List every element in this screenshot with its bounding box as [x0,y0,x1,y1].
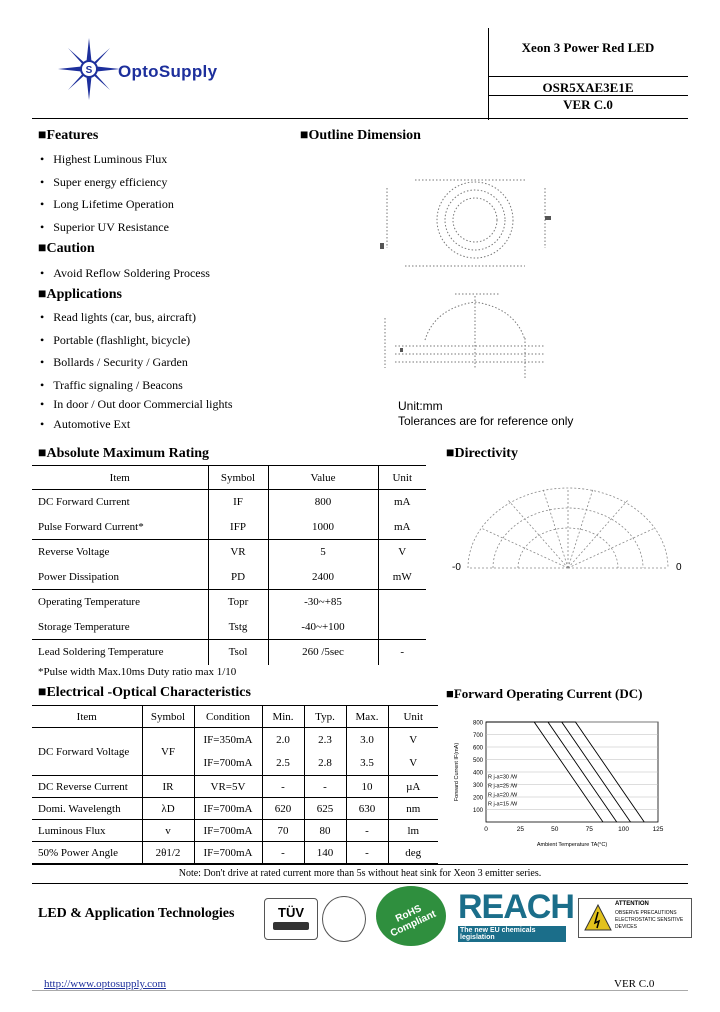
application-item: • Traffic signaling / Beacons [40,378,183,392]
row-item: Domi. Wavelength [32,798,142,820]
header [0,0,720,120]
row-typ: 2.8 [304,752,346,776]
row-value: 1000 [268,515,378,540]
row-item: Luminous Flux [32,820,142,842]
row-value: -40~+100 [268,615,378,640]
eo-title: ■Electrical -Optical Characteristics [38,685,251,700]
reach-subtitle: The new EU chemicals legislation [458,926,566,942]
directivity-left-label: -0 [452,562,461,573]
row-unit [378,590,426,615]
col-header: Condition [194,706,262,728]
feature-item: • Highest Luminous Flux [40,152,168,166]
row-min: 2.0 [262,728,304,752]
row-symbol: VF [142,728,194,776]
abs-max-note: *Pulse width Max.10ms Duty ratio max 1/10 [38,666,237,678]
row-unit: deg [405,846,422,859]
outline-unit: Unit:mm [398,399,443,413]
col-header: Min. [262,706,304,728]
certified-badge-icon [322,896,366,942]
feature-item: • Super energy efficiency [40,175,168,189]
row-item: DC Forward Voltage [32,728,142,776]
outline-drawing [375,168,575,388]
features-title: ■Features [38,128,99,143]
website-link[interactable]: http://www.optosupply.com [44,978,167,990]
x-tick-label: 100 [618,826,630,833]
col-header: Symbol [142,706,194,728]
row-symbol: IR [142,776,194,798]
row-max: - [346,842,388,864]
row-value: -30~+85 [268,590,378,615]
row-value: 5 [268,540,378,565]
row-unit: - [400,646,405,659]
y-tick-label: 600 [472,745,483,752]
rohs-badge [376,886,446,946]
row-max: - [346,820,388,842]
row-item: DC Reverse Current [32,776,142,798]
brand-name: OptoSupply [118,62,218,81]
row-max: 3.0 [346,728,388,752]
application-item: • Automotive Ext [40,417,131,431]
part-number: OSR5XAE3E1E [542,80,634,95]
row-unit: V [398,546,407,559]
directivity-diagram [448,478,688,578]
col-header: Item [32,466,208,490]
version: VER C.0 [563,97,613,112]
row-symbol: IFP [208,515,268,540]
x-tick-label: 25 [516,826,525,833]
row-value: 2400 [268,565,378,590]
application-item: • Read lights (car, bus, aircraft) [40,310,196,324]
attention-text: OBSERVE PRECAUTIONS ELECTROSTATIC SENSITIVE DEVICES [615,910,684,930]
row-value: 260 /5sec [268,640,378,665]
fwd-current-title: ■Forward Operating Current (DC) [446,686,643,701]
table-row [32,798,438,820]
table-row [32,820,438,842]
row-symbol: PD [208,565,268,590]
row-symbol: Topr [208,590,268,615]
abs-max-title: ■Absolute Maximum Rating [38,446,210,461]
row-condition: IF=700mA [194,842,262,864]
feature-item: • Superior UV Resistance [40,220,169,234]
row-item: DC Forward Current [32,490,208,515]
esd-warning-icon [583,903,613,933]
legend-entry: R j-a=15 /W [488,801,518,808]
row-item: Power Dissipation [32,565,208,590]
row-symbol: IF [208,490,268,515]
applications-title: ■Applications [38,287,122,302]
row-symbol: Tstg [208,615,268,640]
row-unit: mW [392,570,412,583]
table-row [32,590,426,615]
row-condition: IF=350mA [194,728,262,752]
x-tick-label: 50 [551,826,559,833]
row-unit: mA [394,520,411,533]
y-axis-label: Forward Current IF(mA) [454,742,460,802]
y-tick-label: 800 [472,720,483,727]
outline-tolerance: Tolerances are for reference only [398,414,574,428]
row-condition: IF=700mA [194,798,262,820]
row-unit: µA [406,780,421,793]
row-value: 800 [268,490,378,515]
table-row [32,515,426,540]
directivity-right-label: 0 [676,562,682,573]
row-unit: nm [406,802,421,815]
reach-title: REACH [458,888,574,926]
company-name: LED & Application Technologies [38,906,235,921]
row-unit: lm [407,824,420,837]
col-header: Unit [403,710,424,723]
directivity-title: ■Directivity [446,446,518,461]
x-tick-label: 125 [652,826,664,833]
row-item: Storage Temperature [32,615,208,640]
y-tick-label: 400 [472,770,483,777]
table-row [32,540,426,565]
table-row [32,842,438,864]
row-symbol: VR [208,540,268,565]
table-row [32,565,426,590]
col-header: Max. [346,706,388,728]
row-symbol: Tsol [208,640,268,665]
legend-entry: R j-a=30 /W [488,774,518,781]
svg-text:S: S [85,65,93,76]
row-symbol: v [142,820,194,842]
tuv-label: TÜV [278,905,304,920]
esd-attention-label [578,898,692,938]
fwd-current-chart [448,714,688,854]
row-typ: 2.3 [304,728,346,752]
row-unit: V [409,757,418,770]
row-item: Pulse Forward Current* [32,515,208,540]
table-row [32,615,426,640]
application-item: • Bollards / Security / Garden [40,355,188,369]
row-min: 2.5 [262,752,304,776]
row-max: 630 [346,798,388,820]
caution-item: • Avoid Reflow Soldering Process [40,266,210,280]
footer-version: VER C.0 [614,978,655,990]
caution-title: ■Caution [38,241,95,256]
tuv-badge [264,898,318,940]
optosupply-logo-star [58,38,120,100]
col-header: Unit [392,471,413,484]
table-row [32,728,438,752]
attention-title: ATTENTION [615,901,649,907]
row-item: Operating Temperature [32,590,208,615]
row-typ: - [304,776,346,798]
row-max: 3.5 [346,752,388,776]
eo-note: Note: Don't drive at rated current more than 5s without heat sink for Xeon 3 emitter series. [178,868,542,879]
product-title: Xeon 3 Power Red LED [521,40,655,55]
row-min: 620 [262,798,304,820]
row-unit [378,615,426,640]
y-tick-label: 700 [472,733,483,739]
col-header: Typ. [304,706,346,728]
row-symbol: λD [142,798,194,820]
outline-title: ■Outline Dimension [300,128,421,143]
application-item: • Portable (flashlight, bicycle) [40,333,191,347]
x-tick-label: 0 [484,826,488,833]
eo-note-box [32,864,688,884]
rohs-label: RoHS Compliant [388,903,438,940]
y-tick-label: 200 [472,795,483,802]
y-tick-label: 500 [472,758,483,764]
row-min: - [262,776,304,798]
col-header: Value [268,466,378,490]
row-unit: mA [394,496,411,509]
col-header: Symbol [208,466,268,490]
table-row [32,640,426,665]
abs-max-table [32,465,426,665]
eo-table [32,705,438,864]
table-row [32,776,438,798]
row-typ: 625 [304,798,346,820]
row-typ: 140 [304,842,346,864]
application-item: • In door / Out door Commercial lights [40,397,233,411]
y-tick-label: 300 [472,783,483,789]
col-header: Item [32,706,142,728]
x-axis-label: Ambient Temperature TA(°C) [536,842,608,848]
row-typ: 80 [304,820,346,842]
row-symbol: 2θ1/2 [142,842,194,864]
legend-entry: R j-a=20 /W [488,792,518,799]
feature-item: • Long Lifetime Operation [40,197,174,211]
row-max: 10 [346,776,388,798]
row-condition: IF=700mA [194,820,262,842]
legend-entry: R j-a=25 /W [488,783,518,790]
y-tick-label: 100 [472,808,483,814]
row-item: 50% Power Angle [32,842,142,864]
row-item: Lead Soldering Temperature [32,640,208,665]
row-unit: V [409,733,418,746]
row-min: - [262,842,304,864]
row-condition: IF=700mA [194,752,262,776]
row-min: 70 [262,820,304,842]
reach-logo [458,888,574,941]
table-row [32,490,426,515]
x-tick-label: 75 [585,826,593,833]
row-condition: VR=5V [194,776,262,798]
row-item: Reverse Voltage [32,540,208,565]
